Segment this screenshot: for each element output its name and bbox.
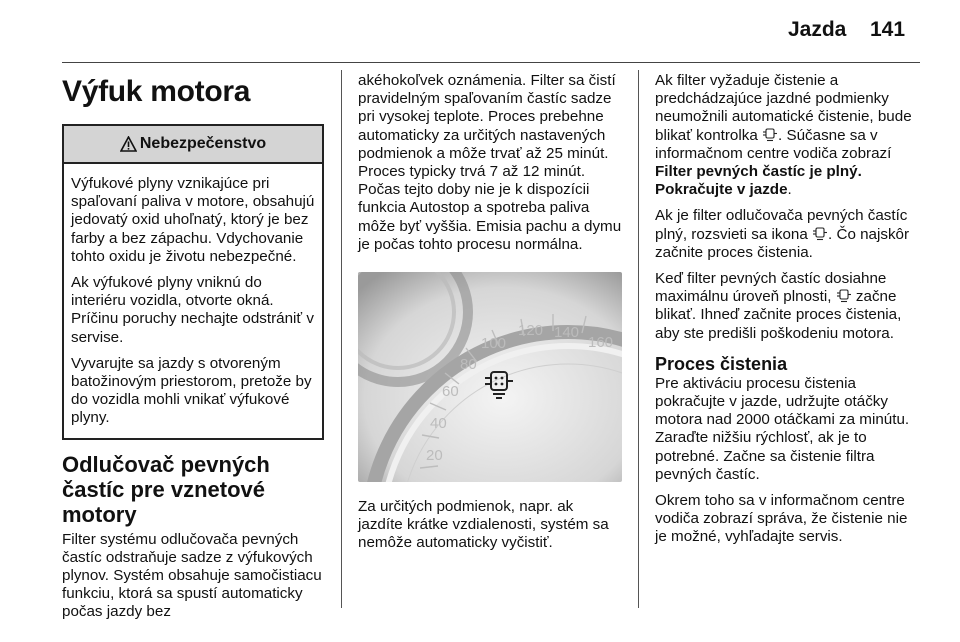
- section-paragraph: Filter systému odlučovača pevných častíc odstraňuje sadze z výfukových plynov. Systém obsahuje samočistiacu funkciu, ktorá sa spustí automaticky počas jazdy bez: [62, 530, 322, 621]
- gauge-label: 140: [554, 324, 580, 342]
- column-divider-2: [638, 70, 639, 608]
- body-paragraph: [655, 72, 923, 199]
- body-paragraph: Okrem toho sa v informačnom centre vodiča zobrazí správa, že čistenie nie je možné, vyhľadajte servis.: [655, 492, 908, 546]
- gauge-label: 40: [430, 415, 447, 433]
- danger-warning-box: [62, 124, 324, 440]
- text-run: . Čo najskôr začnite proces čistenia.: [655, 225, 910, 261]
- warning-header: [64, 126, 322, 164]
- gauge-label: 120: [518, 322, 544, 340]
- body-paragraph: Pre aktiváciu procesu čistenia pokračujte v jazde, udržujte otáčky motora nad 2000 otáčkami za minútu. Zaraďte nižšiu rýchlosť, ak je to potrebné. Začne sa čistenie filtra pevných častíc.: [655, 374, 910, 483]
- warning-paragraph: Výfukové plyny vznikajúce pri spaľovaní paliva v motore, obsahujú jedovatý oxid uhoľnatý, ktorý je bez farby a bez zápachu. Vdychovanie tohto oxidu je životu nebezpečné.: [71, 175, 315, 265]
- column-3: [655, 72, 923, 555]
- text-run: začne blikať. Ihneď začnite proces čistenia, aby ste predišli poškodeniu motora.: [655, 288, 902, 342]
- text-run: .: [787, 181, 792, 199]
- column-2: [358, 72, 622, 561]
- body-paragraph: akéhokoľvek oznámenia. Filter sa čistí pravidelným spaľovaním častíc sadze pri vysokej teplote. Proces prebehne automaticky za určitých nastavených podmienok a môže trvať až 25 minút. Proces typicky trvá 7 až 12 minút. Počas tejto doby nie je k dispozícii funkcia Autostop a spotreba paliva môže byť vyššia. Emisia pachu a dymu je počas tohto procesu normálna.: [358, 72, 622, 253]
- body-paragraph: [655, 207, 923, 262]
- gauge-label: 80: [460, 356, 477, 374]
- display-message: Filter pevných častíc je plný. Pokračujte v jazde: [655, 163, 862, 199]
- subsection-title: Proces čistenia: [655, 353, 788, 374]
- text-run: Ak je filter odlučovača pevných častíc plný, rozsvieti sa ikona: [655, 207, 908, 243]
- section-title: Odlučovač pevných častíc pre vznetové motory: [62, 451, 270, 527]
- column-divider-1: [341, 70, 342, 608]
- particle-filter-icon: [762, 128, 778, 142]
- instrument-cluster-image: [358, 272, 622, 482]
- gauge-label: 20: [426, 447, 443, 465]
- gauge-label: 100: [481, 335, 507, 353]
- warning-label: Nebezpečenstvo: [139, 134, 267, 152]
- column-1: [62, 72, 327, 630]
- particle-filter-icon: [812, 227, 828, 241]
- particle-filter-icon: [836, 289, 852, 303]
- gauge-label: 60: [442, 383, 459, 401]
- body-paragraph: Za určitých podmienok, napr. ak jazdíte krátke vzdialenosti, systém sa nemôže automaticky vyčistiť.: [358, 498, 609, 552]
- page-title: Výfuk motora: [62, 75, 251, 108]
- warning-paragraph: Ak výfukové plyny vniknú do interiéru vozidla, otvorte okná. Príčinu poruchy nechajte odstrániť v servise.: [71, 274, 314, 346]
- text-run: Keď filter pevných častíc dosiahne maximálnu úroveň plnosti,: [655, 270, 887, 306]
- warning-body: [64, 164, 322, 438]
- page-number: 141: [870, 18, 906, 41]
- running-header: Jazda: [788, 18, 847, 41]
- header-divider: [62, 62, 920, 63]
- speedometer-illustration: [358, 272, 622, 482]
- warning-triangle-icon: [120, 136, 137, 152]
- text-run: . Súčasne sa v informačnom centre vodiča zobrazí: [655, 126, 892, 162]
- warning-paragraph: Vyvarujte sa jazdy s otvoreným batožinovým priestorom, pretože by do vozidla mohli vnikať výfukové plyny.: [71, 354, 312, 427]
- text-run: Ak filter vyžaduje čistenie a predchádzajúce jazdné podmienky neumožnili automatické čistenie, bude blikať kontrolka: [655, 72, 912, 144]
- body-paragraph: [655, 270, 923, 343]
- gauge-label: 160: [588, 334, 614, 352]
